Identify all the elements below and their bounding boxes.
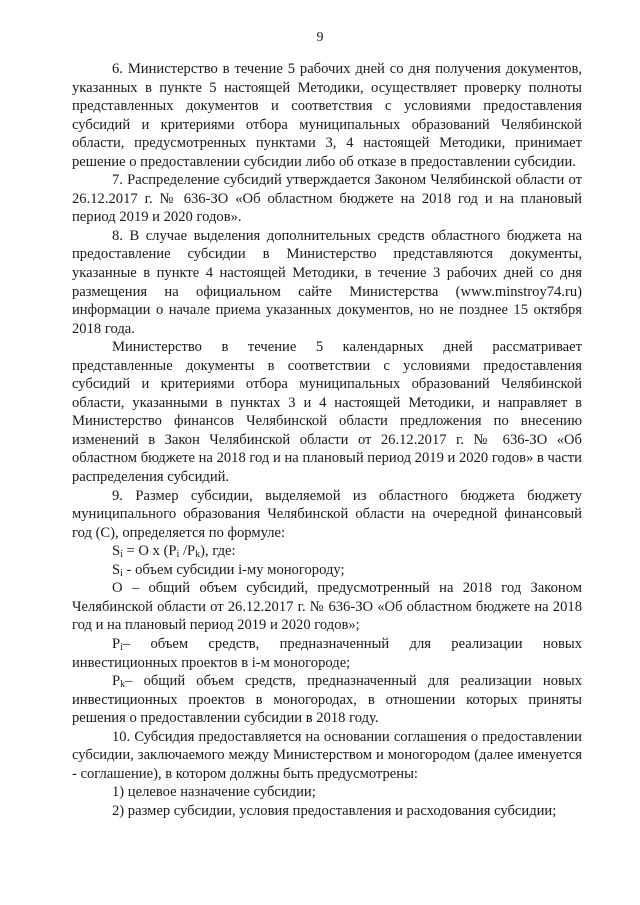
definition-si-symbol: S — [112, 561, 121, 578]
paragraph-8-continued: Министерство в течение 5 календарных дней рассматривает представленные документы в соответствии с условиями предоставления субсидий и критериями отбора муниципальных образований Челябинской области, указанными в пунктах 3 и 4 настоящей Методики, и направляет в Министерство финансов Челябинской области предложения по внесению изменений в Закон Челябинской области от 26.12.2017 г. № 636-ЗО «Об областном бюджете на 2018 год и на плановый период 2019 и 2020 годов» в части распределения субсидий. — [72, 339, 582, 486]
formula-pi-subscript: i — [176, 549, 180, 561]
definition-pk — [72, 672, 582, 728]
definition-pi-subscript: i — [120, 641, 123, 653]
document-body — [72, 60, 582, 820]
paragraph-7: 7. Распределение субсидий утверждается Законом Челябинской области от 26.12.2017 г. № 636-ЗО «Об областном бюджете на 2018 год и на плановый период 2019 и 2020 годов». — [72, 172, 582, 226]
definition-pk-subscript: k — [120, 679, 126, 691]
definition-si-text: - объем субсидии i-му моногороду; — [122, 561, 345, 578]
formula-pk-subscript: k — [195, 549, 201, 561]
definition-pi-text: – объем средств, предназначенный для реализации новых инвестиционных проектов в i-м моногороде; — [72, 635, 582, 671]
paragraph-10: 10. Субсидия предоставляется на основании соглашения о предоставлении субсидии, заключаемого между Министерством и моногородом (далее именуется - соглашение), в котором должны быть предусмотрены: — [72, 728, 582, 782]
definition-pi-symbol: Р — [112, 635, 121, 652]
formula-s-subscript: i — [120, 549, 123, 561]
list-item-1: 1) целевое назначение субсидии; — [112, 784, 316, 801]
formula-s: S — [112, 543, 121, 560]
definition-pi — [72, 635, 582, 672]
paragraph-8: 8. В случае выделения дополнительных средств областного бюджета на предоставление субсидии в Министерство представляются документы, указанные в пункте 4 настоящей Методики, в течение 3 рабочих дней со дня размещения на официальном сайте Министерства (www.minstroy74.ru) информации о начале приема указанных документов, но не позднее 15 октября 2018 года. — [72, 227, 582, 337]
definition-si — [72, 561, 582, 580]
list-item-2: 2) размер субсидии, условия предоставления и расходования субсидии; — [112, 802, 557, 819]
definition-pk-text: – общий объем средств, предназначенный для реализации новых инвестиционных проектов в моногородах, в отношении которых приняты решения о предоставлении субсидии в 2018 году. — [72, 673, 582, 727]
paragraph-6: 6. Министерство в течение 5 рабочих дней со дня получения документов, указанных в пункте 5 настоящей Методики, осуществляет проверку полноты представленных документов и соответствия с условиями предоставления субсидий и критериями отбора муниципальных образований Челябинской области, предусмотренных пунктами 3, 4 настоящей Методики, принимает решение о предоставлении субсидии либо об отказе в предоставлении субсидии. — [72, 61, 582, 170]
formula — [72, 542, 582, 561]
definition-pk-symbol: Р — [112, 673, 121, 690]
formula-slash: /Р — [179, 543, 196, 560]
formula-middle: = О х (Р — [122, 543, 177, 560]
definition-si-subscript: i — [120, 567, 123, 579]
paragraph-9: 9. Размер субсидии, выделяемой из областного бюджета бюджету муниципального образования Челябинской области на очередной финансовый год (С), определяется по формуле: — [72, 487, 582, 541]
page-number: 9 — [316, 30, 324, 45]
definition-o: О – общий объем субсидий, предусмотренный на 2018 год Законом Челябинской области от 26.12.2017 г. № 636-ЗО «Об областном бюджете на 2018 год и на плановый период 2019 и 2020 годов»; — [72, 580, 582, 634]
formula-end: ), где: — [200, 543, 236, 560]
